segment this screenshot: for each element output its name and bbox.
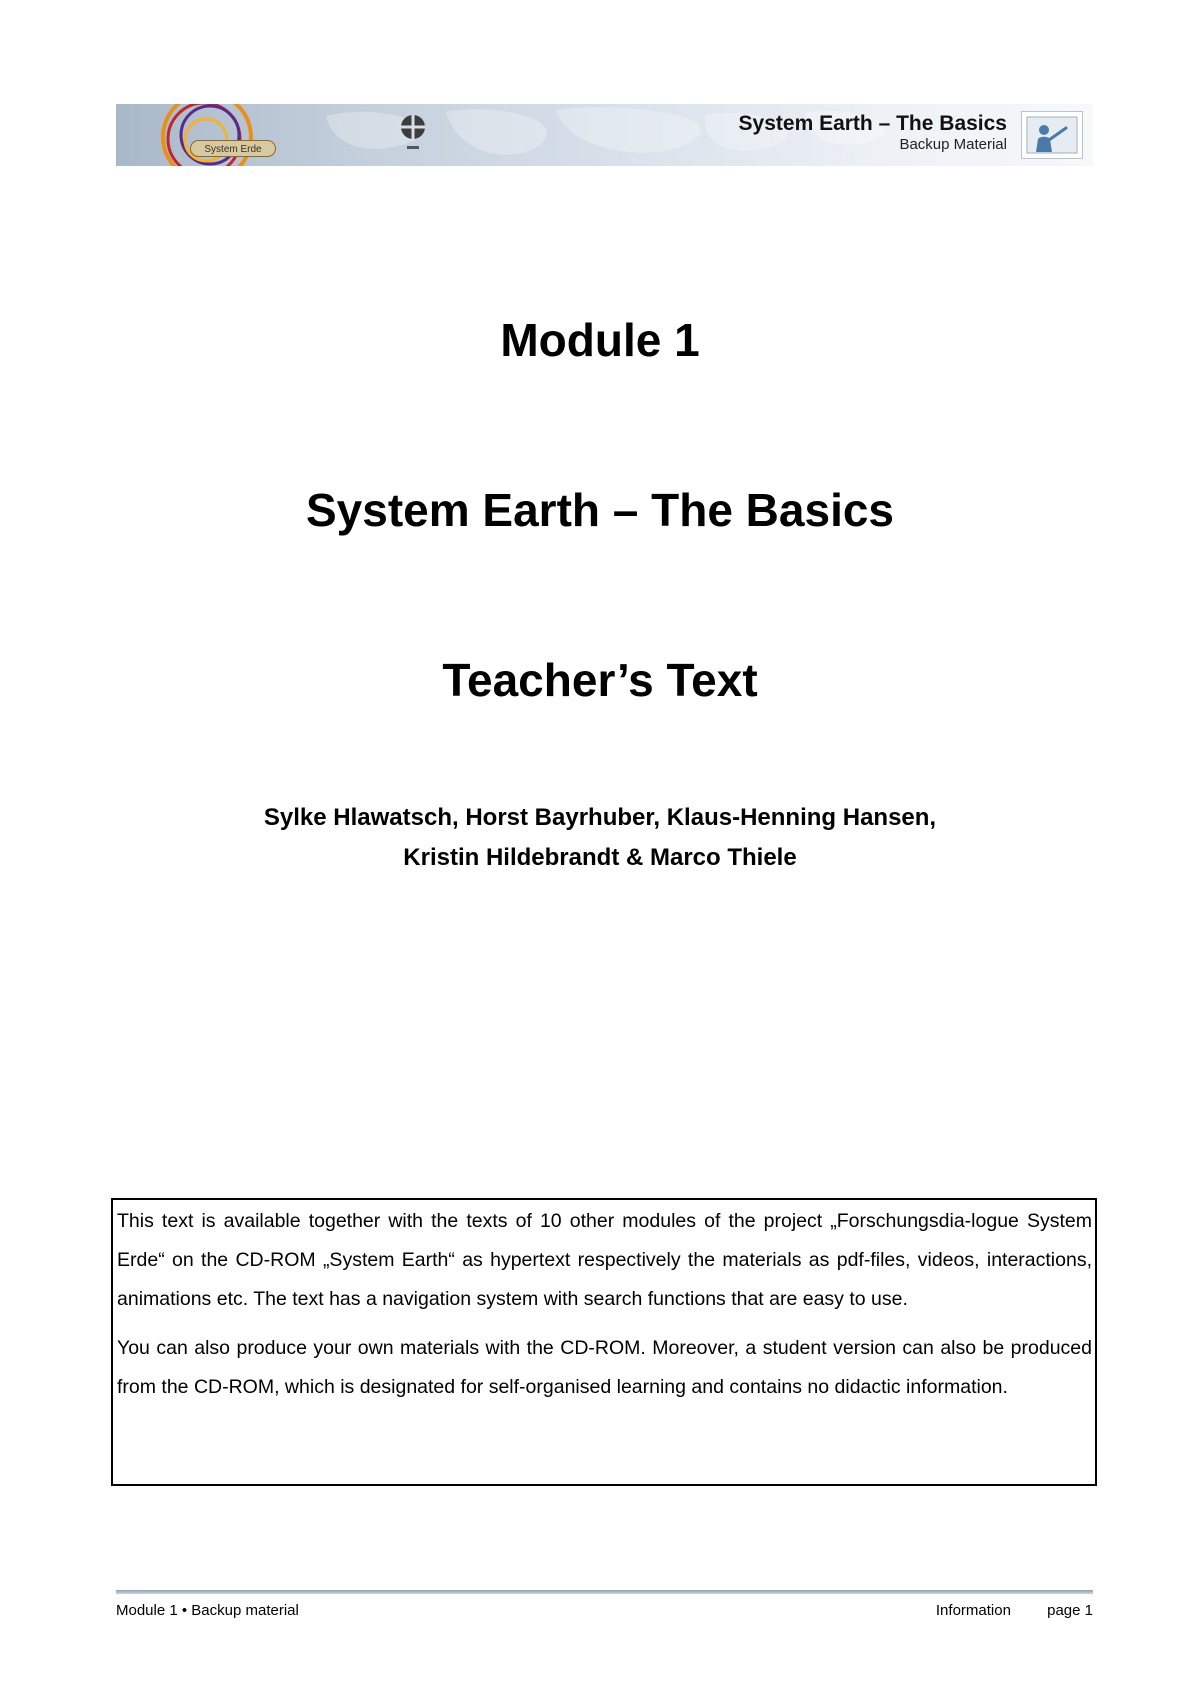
- header-banner: [116, 104, 1093, 166]
- banner-subtitle: Backup Material: [899, 136, 1007, 153]
- info-box: [111, 1198, 1097, 1486]
- module-number: Module 1: [500, 314, 700, 366]
- footer-rule: [116, 1590, 1093, 1594]
- ipn-logo: [398, 112, 428, 158]
- footer-module-label: Module 1 • Backup material: [116, 1602, 299, 1619]
- info-paragraph-1: This text is available together with the texts of 10 other modules of the project „Forschungsdia-logue System Erde“ on the CD-ROM „System Earth“ as hypertext respectively the materials as pdf-files, videos, interactions, animations etc. The text has a navigation system with search functions that are easy to use.: [117, 1210, 1092, 1310]
- info-paragraph-2: You can also produce your own materials with the CD-ROM. Moreover, a student version can also be produced from the CD-ROM, which is designated for self-organised learning and contains no didactic information.: [117, 1337, 1092, 1398]
- logo-label: System Erde: [190, 140, 276, 157]
- footer-section: Information: [935, 1602, 1011, 1619]
- banner-title-block: [739, 112, 1007, 154]
- page-number: page 1: [1047, 1602, 1093, 1619]
- footer-right: [936, 1601, 1093, 1621]
- teacher-icon: [1021, 111, 1083, 159]
- banner-title: System Earth – The Basics: [738, 112, 1007, 135]
- document-subtitle: Teacher’s Text: [442, 654, 758, 706]
- authors-line-2: Kristin Hildebrandt & Marco Thiele: [403, 844, 797, 871]
- authors: [0, 798, 1200, 878]
- authors-line-1: Sylke Hlawatsch, Horst Bayrhuber, Klaus-Henning Hansen,: [263, 804, 937, 831]
- document-title: System Earth – The Basics: [305, 484, 895, 536]
